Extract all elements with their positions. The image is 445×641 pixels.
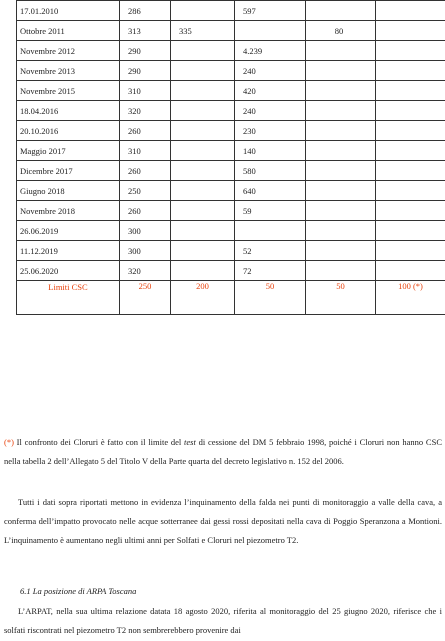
table-cell-value: 420 xyxy=(235,81,306,101)
table-cell-value: 310 xyxy=(120,81,171,101)
table-cell-value: 320 xyxy=(120,101,171,121)
table-cell-value: 250 xyxy=(120,181,171,201)
table-cell-value: 260 xyxy=(120,161,171,181)
table-cell-value xyxy=(171,261,235,281)
table-cell-value xyxy=(376,41,445,61)
table-row xyxy=(17,1,445,21)
table-cell-value xyxy=(171,101,235,121)
limits-value: 100 (*) xyxy=(376,281,445,315)
table-cell-date: 17.01.2010 xyxy=(17,1,120,21)
table-cell-date: Novembre 2015 xyxy=(17,81,120,101)
table-cell-date: Maggio 2017 xyxy=(17,141,120,161)
table-cell-value: 72 xyxy=(235,261,306,281)
table-cell-date: 20.10.2016 xyxy=(17,121,120,141)
table-cell-date: Novembre 2012 xyxy=(17,41,120,61)
table-cell-value: 240 xyxy=(235,61,306,81)
table-cell-value xyxy=(235,21,306,41)
table-cell-value: 335 xyxy=(171,21,235,41)
monitoring-data-table-container xyxy=(16,0,445,315)
table-cell-value xyxy=(376,21,445,41)
table-cell-value xyxy=(376,221,445,241)
table-row xyxy=(17,241,445,261)
table-cell-value xyxy=(306,1,376,21)
table-cell-value xyxy=(376,201,445,221)
limits-label: Limiti CSC xyxy=(17,281,120,315)
table-cell-value xyxy=(171,81,235,101)
table-cell-date: Ottobre 2011 xyxy=(17,21,120,41)
table-cell-value xyxy=(376,121,445,141)
limits-value: 200 xyxy=(171,281,235,315)
table-cell-value: 320 xyxy=(120,261,171,281)
table-cell-date: 26.06.2019 xyxy=(17,221,120,241)
body-paragraph-1: Tutti i dati sopra riportati mettono in evidenza l’inquinamento della falda nei punti di monitoraggio a valle della cava, a conferma dell’impatto provocato nelle acque sotterranee dai gessi rossi depositati nella cava di Poggio Speranzona a Montioni. L’inquinamento è aumentano negli ultimi anni per Solfati e Cloruri nel piezometro T2. xyxy=(4,497,442,545)
table-row xyxy=(17,161,445,181)
table-row xyxy=(17,81,445,101)
table-row xyxy=(17,61,445,81)
limits-row xyxy=(17,281,445,315)
table-cell-value: 290 xyxy=(120,61,171,81)
table-cell-value: 4.239 xyxy=(235,41,306,61)
table-cell-value xyxy=(376,81,445,101)
table-cell-value xyxy=(171,241,235,261)
table-cell-value: 240 xyxy=(235,101,306,121)
table-cell-value xyxy=(376,161,445,181)
table-cell-value xyxy=(306,241,376,261)
table-cell-value xyxy=(306,41,376,61)
monitoring-data-table xyxy=(16,0,445,315)
table-cell-value xyxy=(171,121,235,141)
table-cell-value xyxy=(306,181,376,201)
footnote-text-pre: Il confronto dei Cloruri è fatto con il limite del xyxy=(13,437,184,447)
table-cell-value: 290 xyxy=(120,41,171,61)
footnote-text-italic: test xyxy=(184,437,196,447)
section-heading: 6.1 La posizione di ARPA Toscana xyxy=(20,586,137,596)
limits-value: 250 xyxy=(120,281,171,315)
table-cell-value xyxy=(306,61,376,81)
footnote xyxy=(4,433,442,471)
table-cell-value xyxy=(376,241,445,261)
table-cell-value xyxy=(376,1,445,21)
table-cell-value xyxy=(306,161,376,181)
table-cell-value xyxy=(306,121,376,141)
table-cell-value xyxy=(171,1,235,21)
table-cell-value: 640 xyxy=(235,181,306,201)
table-cell-value xyxy=(376,181,445,201)
table-cell-value: 80 xyxy=(306,21,376,41)
table-cell-value xyxy=(306,101,376,121)
table-cell-value: 300 xyxy=(120,221,171,241)
table-cell-value: 286 xyxy=(120,1,171,21)
table-cell-value xyxy=(171,41,235,61)
table-cell-value: 310 xyxy=(120,141,171,161)
table-row xyxy=(17,181,445,201)
body-paragraph-2: L’ARPAT, nella sua ultima relazione datata 18 agosto 2020, riferita al monitoraggio del 25 giugno 2020, riferisce che i solfati riscontrati nel piezometro T2 non sembrerebbero provenire dai xyxy=(4,606,442,635)
table-cell-value: 230 xyxy=(235,121,306,141)
footnote-text-post: di cessione del DM 5 febbraio 1998, poiché i Cloruri non hanno CSC nella tabella 2 dell’Allegato 5 del Titolo V della Parte quarta del decreto legislativo n. 152 del 2006. xyxy=(4,437,442,466)
table-cell-value xyxy=(171,201,235,221)
table-body xyxy=(17,1,445,315)
table-cell-value: 300 xyxy=(120,241,171,261)
table-cell-value xyxy=(306,221,376,241)
table-cell-value: 313 xyxy=(120,21,171,41)
table-cell-value xyxy=(306,141,376,161)
table-cell-value xyxy=(171,141,235,161)
table-cell-date: 25.06.2020 xyxy=(17,261,120,281)
table-cell-date: Dicembre 2017 xyxy=(17,161,120,181)
table-cell-date: Novembre 2018 xyxy=(17,201,120,221)
limits-value: 50 xyxy=(306,281,376,315)
table-row xyxy=(17,21,445,41)
table-cell-value xyxy=(171,221,235,241)
table-cell-date: Novembre 2013 xyxy=(17,61,120,81)
table-row xyxy=(17,221,445,241)
table-cell-value: 59 xyxy=(235,201,306,221)
table-cell-value xyxy=(376,61,445,81)
footnote-asterisk: (*) xyxy=(4,437,14,447)
table-cell-date: 18.04.2016 xyxy=(17,101,120,121)
table-cell-value: 260 xyxy=(120,201,171,221)
table-cell-value xyxy=(376,101,445,121)
table-cell-value: 580 xyxy=(235,161,306,181)
table-cell-value: 260 xyxy=(120,121,171,141)
table-cell-value: 52 xyxy=(235,241,306,261)
table-cell-value xyxy=(376,141,445,161)
table-row xyxy=(17,101,445,121)
table-row xyxy=(17,261,445,281)
table-cell-date: Giugno 2018 xyxy=(17,181,120,201)
table-cell-value: 597 xyxy=(235,1,306,21)
table-row xyxy=(17,41,445,61)
table-cell-value xyxy=(306,81,376,101)
table-cell-value xyxy=(306,261,376,281)
table-cell-date: 11.12.2019 xyxy=(17,241,120,261)
table-row xyxy=(17,201,445,221)
table-cell-value xyxy=(171,61,235,81)
table-cell-value xyxy=(171,161,235,181)
limits-value: 50 xyxy=(235,281,306,315)
table-cell-value xyxy=(376,261,445,281)
table-row xyxy=(17,141,445,161)
table-cell-value xyxy=(235,221,306,241)
table-cell-value xyxy=(171,181,235,201)
table-cell-value xyxy=(306,201,376,221)
table-cell-value: 140 xyxy=(235,141,306,161)
table-row xyxy=(17,121,445,141)
